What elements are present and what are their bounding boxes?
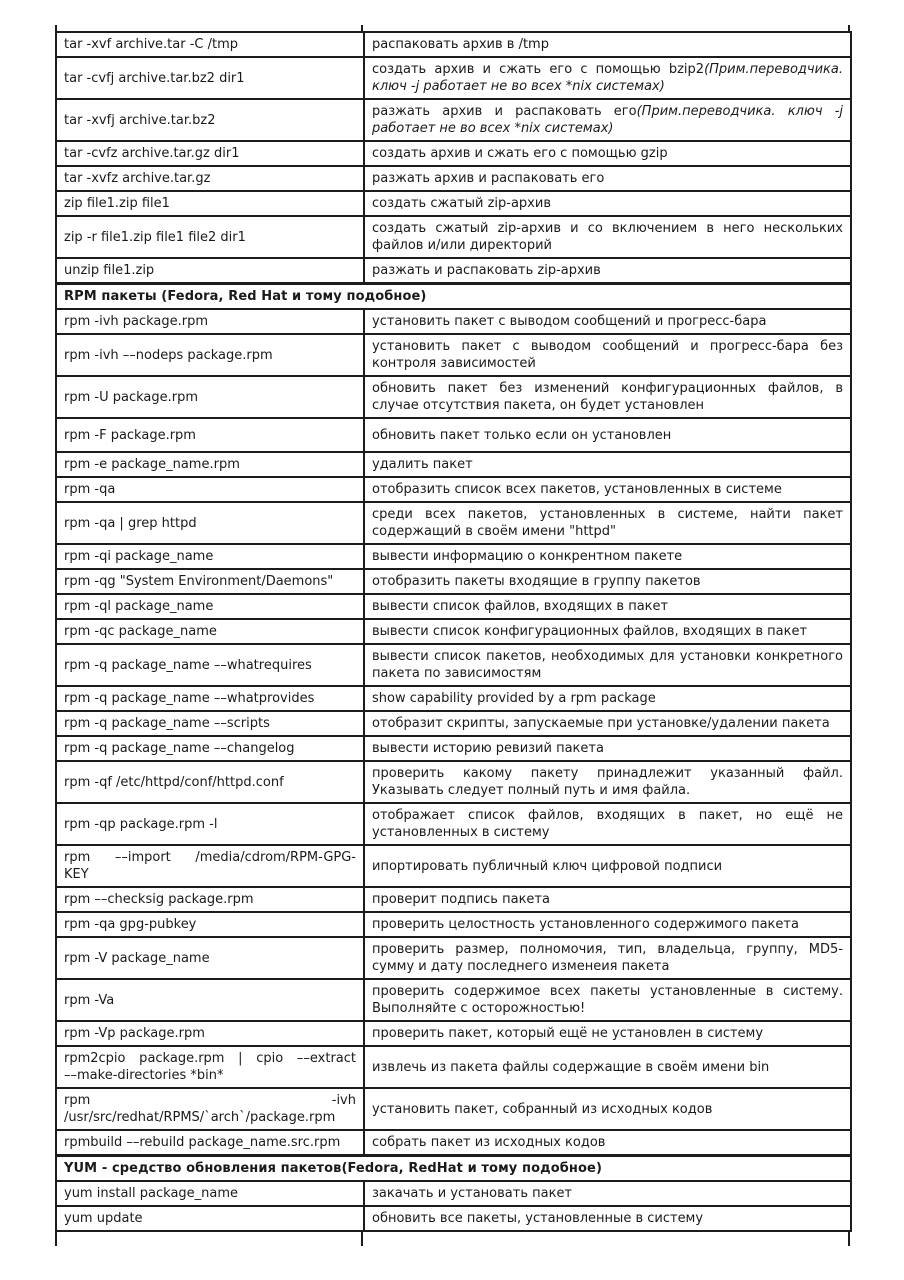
description-text: обновить все пакеты, установленные в систему	[372, 1211, 704, 1226]
description-text: среди всех пакетов, установленных в системе, найти пакет содержащий в своём имени "httpd"	[372, 507, 843, 539]
command-cell	[56, 845, 364, 887]
command-cell: rpm -Vp package.rpm	[56, 1021, 364, 1046]
stub-line-right	[848, 25, 850, 31]
command-cell: rpm -q package_name ––whatrequires	[56, 644, 364, 686]
description-cell	[364, 258, 851, 284]
description-cell	[364, 452, 851, 477]
command-cell: rpm -U package.rpm	[56, 376, 364, 418]
stub-line-right	[848, 1232, 850, 1246]
description-text: отобразить пакеты входящие в группу пакетов	[372, 574, 701, 589]
description-text: создать архив и сжать его с помощью bzip2	[372, 62, 705, 77]
stub-line-left	[55, 1232, 57, 1246]
description-text: проверит подпись пакета	[372, 892, 550, 907]
table-row	[56, 761, 851, 803]
command-cell: rpm -q package_name ––changelog	[56, 736, 364, 761]
description-text: отображает список файлов, входящих в пакет, но ещё не установленных в систему	[372, 808, 843, 840]
stub-line-middle	[361, 1232, 363, 1246]
description-cell	[364, 761, 851, 803]
description-cell	[364, 99, 851, 141]
description-text: отобразит скрипты, запускаемые при установке/удалении пакета	[372, 716, 830, 731]
description-cell	[364, 141, 851, 166]
command-line: ––make-directories *bin*	[64, 1068, 224, 1083]
description-cell	[364, 32, 851, 57]
description-text: вывести список пакетов, необходимых для установки конкретного пакета по зависимостям	[372, 649, 843, 681]
table-row	[56, 99, 851, 141]
description-cell	[364, 1206, 851, 1231]
command-cell: tar -cvfz archive.tar.gz dir1	[56, 141, 364, 166]
description-cell	[364, 1130, 851, 1156]
description-cell	[364, 477, 851, 502]
description-text: установить пакет, собранный из исходных кодов	[372, 1101, 713, 1117]
table-row	[56, 376, 851, 418]
description-text: отобразить список всех пакетов, установленных в системе	[372, 482, 782, 497]
command-cell: rpm -q package_name ––whatprovides	[56, 686, 364, 711]
command-cell: rpm -qi package_name	[56, 544, 364, 569]
table-row	[56, 166, 851, 191]
stub-line-left	[55, 25, 57, 31]
table-row	[56, 912, 851, 937]
table-sheet	[55, 25, 850, 1246]
description-text: создать сжатый zip-архив и со включением в него нескольких файлов и/или директорий	[372, 221, 843, 253]
page-break-stub-bottom	[55, 1232, 850, 1246]
table-row	[56, 1088, 851, 1130]
description-cell	[364, 216, 851, 258]
table-row	[56, 258, 851, 284]
command-line: rpm ––import /media/cdrom/RPM-GPG-	[64, 850, 356, 865]
command-cell: unzip file1.zip	[56, 258, 364, 284]
description-cell	[364, 334, 851, 376]
command-cell: rpm ––checksig package.rpm	[56, 887, 364, 912]
table-row	[56, 979, 851, 1021]
description-cell	[364, 1181, 851, 1206]
description-cell	[364, 644, 851, 686]
description-cell	[364, 1021, 851, 1046]
command-cell: rpm -qa | grep httpd	[56, 502, 364, 544]
table-row	[56, 1046, 851, 1088]
command-cell: tar -xvfz archive.tar.gz	[56, 166, 364, 191]
command-cell: rpm -qf /etc/httpd/conf/httpd.conf	[56, 761, 364, 803]
table-row	[56, 502, 851, 544]
description-text: извлечь из пакета файлы содержащие в своём имени bin	[372, 1059, 770, 1075]
command-cell: rpmbuild ––rebuild package_name.src.rpm	[56, 1130, 364, 1156]
description-cell	[364, 166, 851, 191]
description-text: проверить содержимое всех пакеты установленные в систему. Выполняйте с осторожностью!	[372, 984, 843, 1016]
table-row	[56, 711, 851, 736]
command-cell: rpm -V package_name	[56, 937, 364, 979]
command-cell: tar -cvfj archive.tar.bz2 dir1	[56, 57, 364, 99]
description-cell	[364, 803, 851, 845]
table-row	[56, 1021, 851, 1046]
description-cell	[364, 979, 851, 1021]
table-row	[56, 216, 851, 258]
description-text: собрать пакет из исходных кодов	[372, 1135, 606, 1150]
description-cell	[364, 418, 851, 452]
command-cell: rpm -Va	[56, 979, 364, 1021]
description-text: вывести список файлов, входящих в пакет	[372, 599, 669, 614]
table-row	[56, 1181, 851, 1206]
table-row	[56, 1130, 851, 1156]
command-line: rpm -ivh	[64, 1093, 356, 1108]
command-line: rpm2cpio package.rpm | cpio ––extract	[64, 1051, 356, 1066]
table-row	[56, 1206, 851, 1231]
command-cell: zip -r file1.zip file1 file2 dir1	[56, 216, 364, 258]
table-row	[56, 334, 851, 376]
section-header-row	[56, 284, 851, 310]
description-cell	[364, 912, 851, 937]
description-text: проверить целостность установленного содержимого пакета	[372, 917, 799, 932]
description-cell	[364, 619, 851, 644]
description-text: обновить пакет только если он установлен	[372, 427, 672, 443]
table-row	[56, 57, 851, 99]
description-text: проверить какому пакету принадлежит указанный файл. Указывать следует полный путь и имя файла.	[372, 766, 843, 798]
description-text: разжать архив и распаковать его	[372, 104, 637, 119]
description-text: распаковать архив в /tmp	[372, 37, 549, 52]
description-text: удалить пакет	[372, 457, 473, 472]
table-row	[56, 569, 851, 594]
table-row	[56, 644, 851, 686]
description-cell	[364, 1046, 851, 1088]
description-text: разжать и распаковать zip-архив	[372, 263, 601, 278]
description-cell	[364, 57, 851, 99]
description-cell	[364, 887, 851, 912]
description-text: создать сжатый zip-архив	[372, 196, 551, 211]
command-line: /usr/src/redhat/RPMS/`arch`/package.rpm	[64, 1110, 336, 1125]
table-row	[56, 736, 851, 761]
table-row	[56, 937, 851, 979]
command-cell	[56, 1088, 364, 1130]
table-row	[56, 32, 851, 57]
description-cell	[364, 1088, 851, 1130]
table-row	[56, 887, 851, 912]
command-cell: rpm -qp package.rpm -l	[56, 803, 364, 845]
description-text: установить пакет с выводом сообщений и прогресс-бара без контроля зависимостей	[372, 339, 843, 371]
command-cell: yum install package_name	[56, 1181, 364, 1206]
description-text: проверить пакет, который ещё не установлен в систему	[372, 1026, 764, 1041]
command-cell: rpm -q package_name ––scripts	[56, 711, 364, 736]
command-cell: zip file1.zip file1	[56, 191, 364, 216]
description-cell	[364, 544, 851, 569]
command-cell: rpm -qa gpg-pubkey	[56, 912, 364, 937]
description-text: обновить пакет без изменений конфигурационных файлов, в случае отсутствия пакета, он будет установлен	[372, 381, 843, 413]
command-cell: tar -xvf archive.tar -C /tmp	[56, 32, 364, 57]
description-text: разжать архив и распаковать его	[372, 171, 605, 186]
description-text: закачать и установать пакет	[372, 1186, 573, 1201]
section-header: YUM - средство обновления пакетов(Fedora, RedHat и тому подобное)	[56, 1156, 851, 1182]
page-break-stub-top	[55, 25, 850, 31]
command-cell: rpm -ql package_name	[56, 594, 364, 619]
description-text: установить пакет с выводом сообщений и прогресс-бара	[372, 314, 767, 329]
description-cell	[364, 309, 851, 334]
description-text: создать архив и сжать его с помощью gzip	[372, 146, 668, 161]
table-row	[56, 594, 851, 619]
stub-line-middle	[361, 25, 363, 31]
description-text: show capability provided by a rpm package	[372, 691, 656, 706]
command-table	[55, 31, 852, 1232]
description-text: ипортировать публичный ключ цифровой подписи	[372, 858, 723, 874]
command-cell: rpm -ivh ––nodeps package.rpm	[56, 334, 364, 376]
table-row	[56, 845, 851, 887]
command-cell	[56, 1046, 364, 1088]
table-row	[56, 418, 851, 452]
description-cell	[364, 502, 851, 544]
section-header: RPM пакеты (Fedora, Red Hat и тому подобное)	[56, 284, 851, 310]
translator-note: (Прим.переводчика. ключ -j работает не во всех *nix системах)	[372, 62, 843, 94]
command-cell: tar -xvfj archive.tar.bz2	[56, 99, 364, 141]
command-cell: rpm -F package.rpm	[56, 418, 364, 452]
table-row	[56, 619, 851, 644]
section-header-row	[56, 1156, 851, 1182]
command-cell: rpm -qa	[56, 477, 364, 502]
command-line: KEY	[64, 867, 89, 882]
description-cell	[364, 594, 851, 619]
table-row	[56, 452, 851, 477]
command-cell: rpm -qg "System Environment/Daemons"	[56, 569, 364, 594]
description-cell	[364, 736, 851, 761]
description-text: вывести список конфигурационных файлов, входящих в пакет	[372, 624, 808, 639]
table-row	[56, 544, 851, 569]
table-row	[56, 803, 851, 845]
command-table-body	[56, 32, 851, 1231]
description-cell	[364, 569, 851, 594]
description-text: вывести информацию о конкрентном пакете	[372, 549, 683, 564]
command-cell: rpm -ivh package.rpm	[56, 309, 364, 334]
description-cell	[364, 711, 851, 736]
description-text: вывести историю ревизий пакета	[372, 741, 604, 756]
command-cell: rpm -qc package_name	[56, 619, 364, 644]
table-row	[56, 141, 851, 166]
description-text: проверить размер, полномочия, тип, владельца, группу, MD5-сумму и дату последнего изменеия пакета	[372, 942, 843, 974]
translator-note: (Прим.переводчика. ключ -j работает не во всех *nix системах)	[372, 104, 843, 136]
table-row	[56, 191, 851, 216]
table-row	[56, 686, 851, 711]
description-cell	[364, 845, 851, 887]
description-cell	[364, 191, 851, 216]
command-cell: rpm -e package_name.rpm	[56, 452, 364, 477]
table-row	[56, 309, 851, 334]
description-cell	[364, 376, 851, 418]
description-cell	[364, 686, 851, 711]
command-cell: yum update	[56, 1206, 364, 1231]
table-row	[56, 477, 851, 502]
description-cell	[364, 937, 851, 979]
